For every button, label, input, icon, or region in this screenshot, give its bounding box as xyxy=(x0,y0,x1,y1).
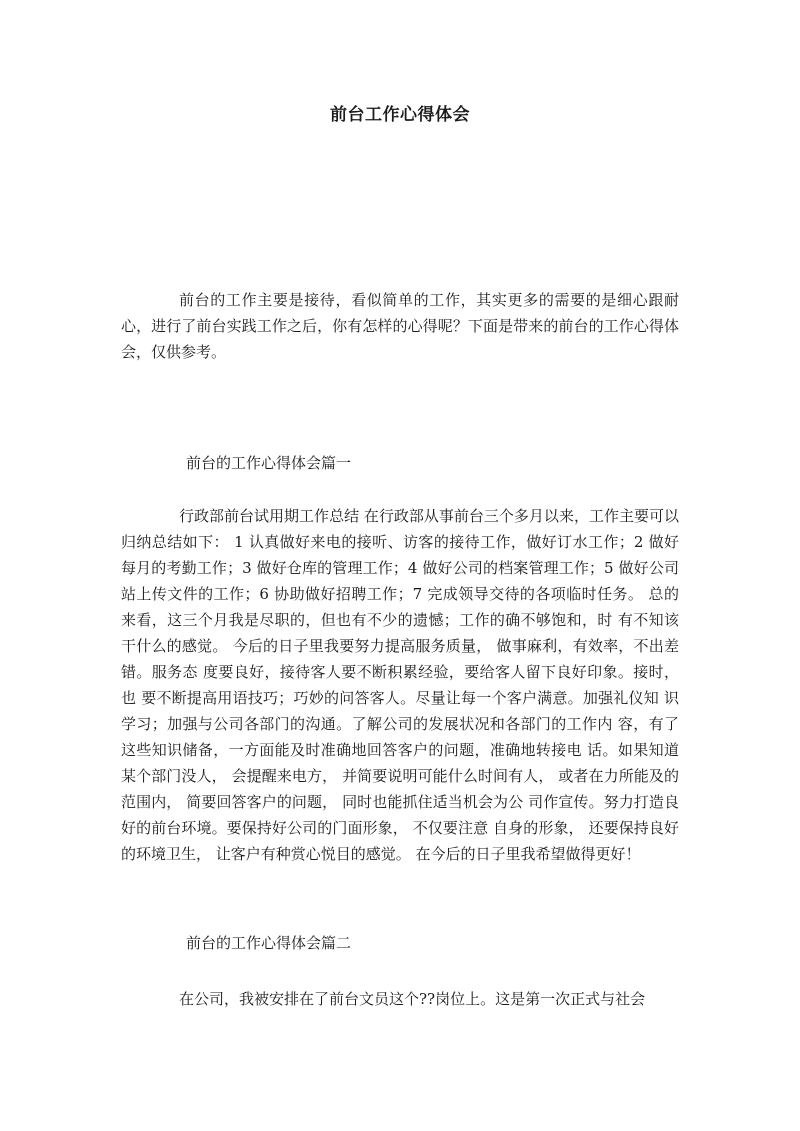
section1-paragraph: 行政部前台试用期工作总结 在行政部从事前台三个多月以来，工作主要可以归纳总结如下： 1 认真做好来电的接听、访客的接待工作，做好订水工作；2 做好每月的考勤工作；3 做好仓库的管理工作；4 做好公司的档案管理工作；5 做好公司站上传文件的工作；6 协助做好招聘工作；7 完成领导交待的各项临时任务。 总的来看，这三个月我是尽职的，但也有不少的遗憾；工作的确不够饱和，时 有不知该干什么的感觉。 今后的日子里我要努力提高服务质量， 做事麻利，有效率，不出差错。服务态 度要良好，接待客人要不断积累经验，要给客人留下良好印象。接时， 也 要不断提高用语技巧；巧妙的问答客人。尽量让每一个客户满意。加强礼仪知 识学习；加强与公司各部门的沟通。了解公司的发展状况和各部门的工作内 容，有了这些知识储备，一方面能及时准确地回答客户的问题，准确地转接电 话。如果知道某个部门没人， 会提醒来电方， 并简要说明可能什么时间有人， 或者在力所能及的范围内， 简要回答客户的问题， 同时也能抓住适当机会为公 司作宣传。努力打造良好的前台环境。要保持好公司的门面形象， 不仅要注意 自身的形象， 还要保持良好的环境卫生， 让客户有种赏心悦目的感觉。 在今后的日子里我希望做得更好！ xyxy=(121,507,679,863)
intro-paragraph: 前台的工作主要是接待，看似简单的工作，其实更多的需要的是细心跟耐心，进行了前台实践工作之后，你有怎样的心得呢？下面是带来的前台的工作心得体会，仅供参考。 xyxy=(121,291,679,361)
section2-heading: 前台的工作心得体会篇二 xyxy=(186,934,352,952)
document-title: 前台工作心得体会 xyxy=(330,105,470,125)
section1-heading: 前台的工作心得体会篇一 xyxy=(186,454,352,472)
section2-paragraph: 在公司，我被安排在了前台文员这个??岗位上。这是第一次正式与社会 xyxy=(179,990,646,1008)
